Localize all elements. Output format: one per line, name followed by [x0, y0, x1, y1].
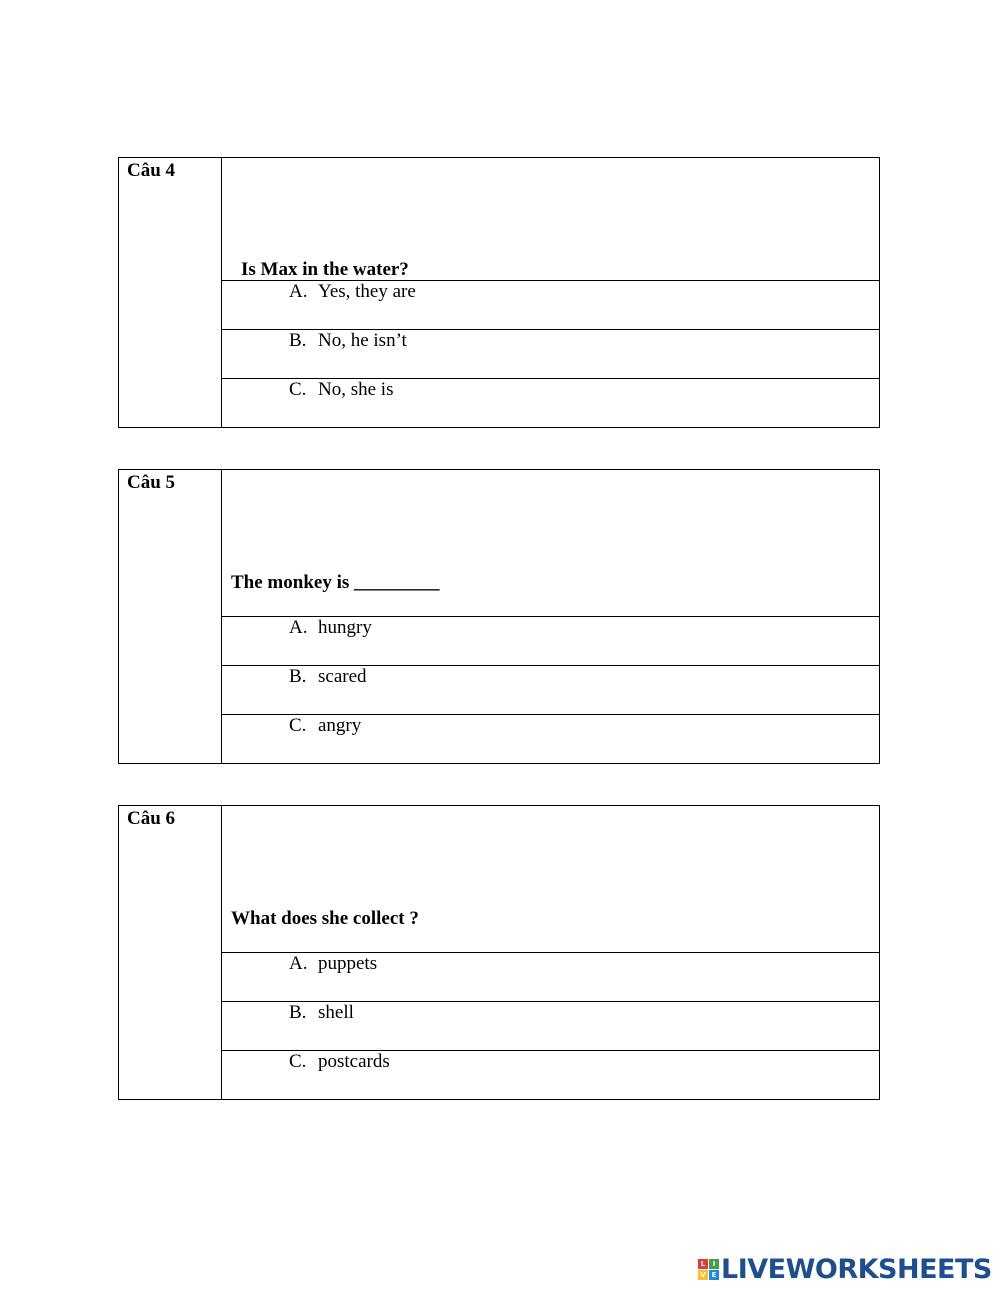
option-b[interactable] — [222, 330, 880, 379]
option-a[interactable] — [222, 281, 880, 330]
option-text: hungry — [318, 617, 372, 638]
logo-block: E — [709, 1270, 719, 1280]
option-letter: B. — [289, 1002, 307, 1023]
option-b[interactable] — [222, 1002, 880, 1051]
option-letter: C. — [289, 379, 307, 400]
option-a[interactable] — [222, 953, 880, 1002]
option-text: No, she is — [318, 379, 394, 400]
option-letter: A. — [289, 281, 308, 302]
question-block-5 — [118, 469, 880, 764]
option-text: postcards — [318, 1051, 390, 1072]
option-text: scared — [318, 666, 367, 687]
question-cell — [222, 470, 880, 617]
question-number: Câu 5 — [119, 470, 222, 764]
option-a[interactable] — [222, 617, 880, 666]
option-letter: A. — [289, 953, 308, 974]
question-text: Is Max in the water? — [241, 259, 409, 280]
question-cell — [222, 806, 880, 953]
logo-blocks-icon — [698, 1259, 719, 1280]
question-text: The monkey is _________ — [231, 572, 440, 593]
option-text: puppets — [318, 953, 378, 974]
option-c[interactable] — [222, 715, 880, 764]
option-letter: A. — [289, 617, 308, 638]
option-text: angry — [318, 715, 362, 736]
option-c[interactable] — [222, 379, 880, 428]
question-number: Câu 6 — [119, 806, 222, 1100]
option-letter: B. — [289, 330, 307, 351]
option-c[interactable] — [222, 1051, 880, 1100]
option-text: Yes, they are — [318, 281, 416, 302]
option-letter: C. — [289, 715, 307, 736]
logo-text: LIVEWORKSHEETS — [721, 1253, 992, 1285]
question-block-6 — [118, 805, 880, 1100]
liveworksheets-logo — [698, 1254, 992, 1284]
option-letter: C. — [289, 1051, 307, 1072]
option-b[interactable] — [222, 666, 880, 715]
question-block-4 — [118, 157, 880, 428]
logo-block: L — [698, 1259, 708, 1269]
question-cell — [222, 158, 880, 281]
question-number: Câu 4 — [119, 158, 222, 428]
question-text: What does she collect ? — [231, 908, 419, 929]
option-text: No, he isn’t — [318, 330, 407, 351]
logo-block: V — [698, 1270, 708, 1280]
option-letter: B. — [289, 666, 307, 687]
option-text: shell — [318, 1002, 354, 1023]
logo-block: I — [709, 1259, 719, 1269]
